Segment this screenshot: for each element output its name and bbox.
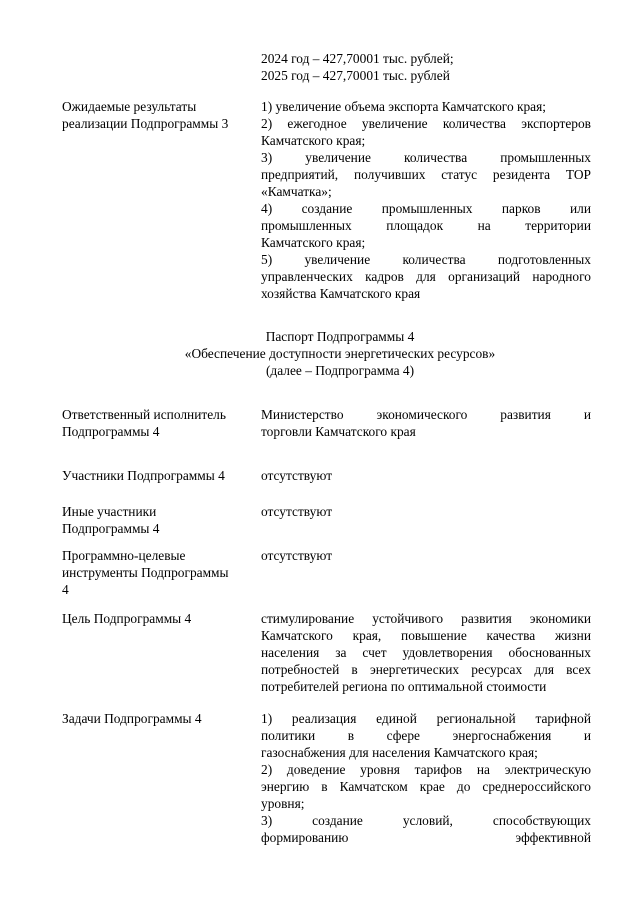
expected-results-list (261, 98, 591, 302)
passport-title-line-3: (далее – Подпрограмма 4) (265, 363, 415, 378)
participants-value: отсутствуют (261, 468, 333, 483)
result-item-1: 1) увеличение объема экспорта Камчатского края; (261, 99, 547, 114)
funding-years (261, 50, 591, 84)
responsible-label: Ответственный исполнитель Подпрограммы 4 (62, 407, 226, 439)
task-item-2: 2) доведение уровня тарифов на электрическую энергию в Камчатском крае до среднероссийского уровня; (261, 762, 591, 811)
result-item-5: 5) увеличение количества подготовленных управленческих кадров для организаций народного хозяйства Камчатского края (261, 252, 591, 301)
tools-value: отсутствуют (261, 548, 333, 563)
passport-title (100, 328, 580, 379)
other-participants-value: отсутствуют (261, 504, 333, 519)
result-item-3: 3) увеличение количества промышленных предприятий, получивших статус резидента ТОР «Камчатка»; (261, 150, 591, 199)
funding-line-2024: 2024 год – 427,70001 тыс. рублей; (261, 51, 454, 66)
other-participants-label: Иные участники Подпрограммы 4 (62, 504, 160, 536)
tasks-list (261, 710, 591, 846)
goal-label: Цель Подпрограммы 4 (62, 611, 192, 626)
responsible-value: Министерство экономического развития и торговли Камчатского края (261, 407, 591, 439)
passport-title-line-2: «Обеспечение доступности энергетических ресурсов» (184, 346, 496, 361)
task-item-3: 3) создание условий, способствующих формированию эффективной (261, 813, 591, 845)
participants-label: Участники Подпрограммы 4 (62, 468, 225, 483)
expected-results-label: Ожидаемые результаты реализации Подпрограммы 3 (62, 99, 229, 131)
goal-value: стимулирование устойчивого развития экономики Камчатского края, повышение качества жизни населения за счет удовлетворения обоснованных потребностей в энергетических ресурсах для всех потребителей региона по оптимальной стоимости (261, 611, 591, 694)
task-item-1: 1) реализация единой региональной тарифной политики в сфере энергоснабжения и газоснабжения для населения Камчатского края; (261, 711, 591, 760)
funding-line-2025: 2025 год – 427,70001 тыс. рублей (261, 68, 450, 83)
tools-label: Программно-целевые инструменты Подпрограммы 4 (62, 548, 229, 597)
tasks-label: Задачи Подпрограммы 4 (62, 711, 202, 726)
passport-title-line-1: Паспорт Подпрограммы 4 (265, 329, 415, 344)
result-item-4: 4) создание промышленных парков или промышленных площадок на территории Камчатского края; (261, 201, 591, 250)
result-item-2: 2) ежегодное увеличение количества экспортеров Камчатского края; (261, 116, 591, 148)
